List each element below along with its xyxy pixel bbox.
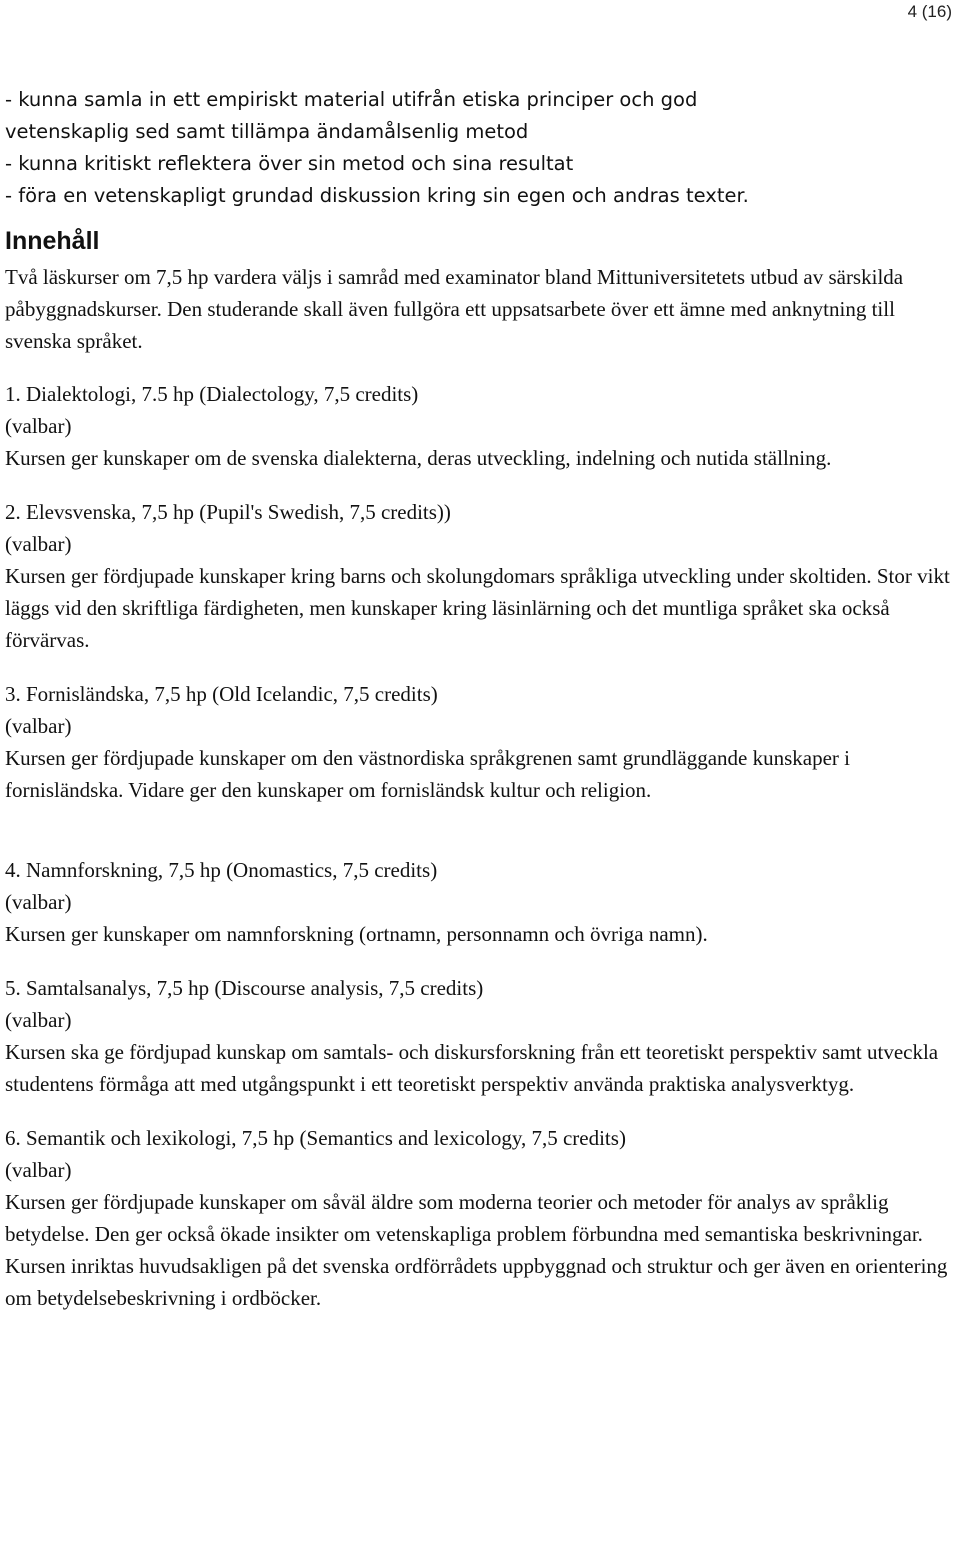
goal-line: - kunna kritiskt reflektera över sin metod och sina resultat: [5, 152, 574, 175]
course-status: (valbar): [5, 414, 72, 438]
course-description: Kursen ger fördjupade kunskaper om den västnordiska språkgrenen samt grundläggande kunskaper i fornisländska. Vidare ger den kunskaper om fornisländsk kultur och religion.: [5, 746, 851, 802]
course-title: 4. Namnforskning, 7,5 hp (Onomastics, 7,5 credits): [5, 858, 438, 882]
course-title: 6. Semantik och lexikologi, 7,5 hp (Semantics and lexicology, 7,5 credits): [5, 1126, 626, 1150]
course-description: Kursen ger fördjupade kunskaper om såväl äldre som moderna teorier och metoder för analys av språklig betydelse. Den ger också ökade insikter om vetenskapliga problem förbundna med semantiska beskrivningar. Kursen inriktas huvudsakligen på det svenska ordförrådets uppbyggnad och struktur och ger även en orientering om betydelsebeskrivning i ordböcker.: [5, 1190, 948, 1310]
course-description: Kursen ger fördjupade kunskaper kring barns och skolungdomars språkliga utveckling under skoltiden. Stor vikt läggs vid den skriftliga färdigheten, men kunskaper kring läsinlärning och det muntliga språket ska också förvärvas.: [5, 564, 950, 652]
course-item: [5, 1122, 955, 1314]
course-status: (valbar): [5, 714, 72, 738]
page-number: 4 (16): [907, 2, 952, 21]
course-title: 2. Elevsvenska, 7,5 hp (Pupil's Swedish, 7,5 credits)): [5, 500, 451, 524]
goal-line: - föra en vetenskapligt grundad diskussion kring sin egen och andras texter.: [5, 184, 749, 207]
course-status: (valbar): [5, 532, 72, 556]
course-item: [5, 972, 955, 1100]
course-item: [5, 678, 955, 806]
goals-list: [5, 84, 955, 212]
course-title: 1. Dialektologi, 7.5 hp (Dialectology, 7,5 credits): [5, 382, 419, 406]
course-description: Kursen ger kunskaper om namnforskning (ortnamn, personnamn och övriga namn).: [5, 922, 708, 946]
course-description: Kursen ska ge fördjupad kunskap om samtals- och diskursforskning från ett teoretiskt perspektiv samt utveckla studentens förmåga att med utgångspunkt i ett teoretiskt perspektiv använda praktiska analysverktyg.: [5, 1040, 939, 1096]
intro-paragraph: Två läskurser om 7,5 hp vardera väljs i samråd med examinator bland Mittuniversitetets utbud av särskilda påbyggnadskurser. Den studerande skall även fullgöra ett uppsatsarbete över ett ämne med anknytning till svenska språket.: [5, 265, 904, 353]
section-heading: Innehåll: [5, 227, 100, 255]
course-item: [5, 378, 955, 474]
course-status: (valbar): [5, 1008, 72, 1032]
course-status: (valbar): [5, 890, 72, 914]
course-title: 5. Samtalsanalys, 7,5 hp (Discourse analysis, 7,5 credits): [5, 976, 484, 1000]
course-description: Kursen ger kunskaper om de svenska dialekterna, deras utveckling, indelning och nutida ställning.: [5, 446, 832, 470]
document-body: [5, 84, 955, 1336]
goal-line: - kunna samla in ett empiriskt material utifrån etiska principer och god: [5, 88, 698, 111]
goal-line: vetenskaplig sed samt tillämpa ändamålsenlig metod: [5, 120, 529, 143]
course-status: (valbar): [5, 1158, 72, 1182]
course-title: 3. Fornisländska, 7,5 hp (Old Icelandic, 7,5 credits): [5, 682, 438, 706]
course-item: [5, 854, 955, 950]
course-item: [5, 496, 955, 656]
